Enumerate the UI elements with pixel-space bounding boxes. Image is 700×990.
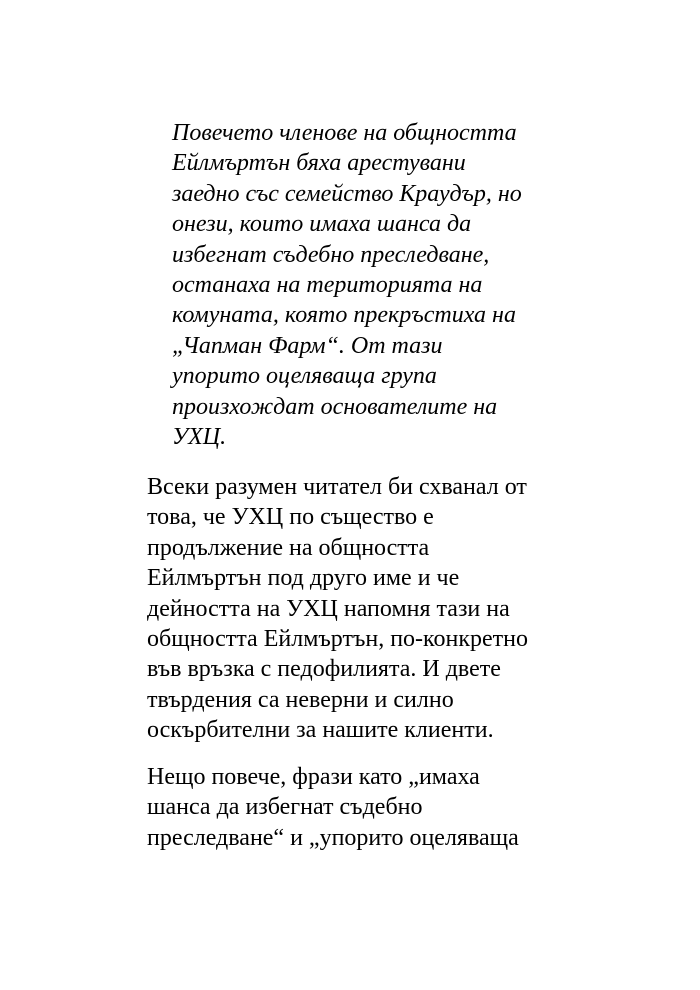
- paragraph-line: твърдения са неверни и силно: [147, 686, 454, 713]
- quote-line: останаха на територията на: [172, 272, 483, 299]
- paragraph-line: преследване“ и „упорито оцеляваща: [147, 824, 519, 851]
- quote-line: Ейлмъртън бяха арестувани: [172, 150, 466, 177]
- paragraph-line: продължение на общността: [147, 534, 430, 561]
- body-paragraph: [147, 762, 607, 853]
- quote-line: УХЦ.: [172, 424, 227, 451]
- paragraph-line: шанса да избегнат съдебно: [147, 794, 423, 821]
- paragraph-line: дейността на УХЦ напомня тази на: [147, 595, 510, 622]
- paragraph-line: Нещо повече, фрази като „имаха: [147, 764, 480, 790]
- quote-line: комуната, която прекръстиха на: [172, 302, 516, 329]
- quote-line: произхождат основателите на: [172, 393, 498, 420]
- paragraph-line: оскърбителни за нашите клиенти.: [147, 717, 494, 744]
- quote-line: Повечето членове на общността: [172, 120, 517, 146]
- quote-line: „Чапман Фарм“. От тази: [172, 332, 443, 359]
- quote-line: онези, които имаха шанса да: [172, 211, 472, 238]
- paragraph-line: Всеки разумен читател би схванал от: [147, 474, 527, 500]
- paragraph-line: това, че УХЦ по същество е: [147, 504, 434, 531]
- quote-line: заедно със семейство Краудър, но: [172, 180, 522, 207]
- paragraph-line: Ейлмъртън под друго име и че: [147, 565, 460, 592]
- paragraph-line: във връзка с педофилията. И двете: [147, 656, 501, 683]
- paragraph-line: общността Ейлмъртън, по-конкретно: [147, 626, 528, 653]
- quote-line: упорито оцеляваща група: [172, 363, 437, 390]
- block-quote: [172, 118, 592, 452]
- quote-line: избегнат съдебно преследване,: [172, 241, 490, 268]
- body-paragraph: [147, 472, 607, 746]
